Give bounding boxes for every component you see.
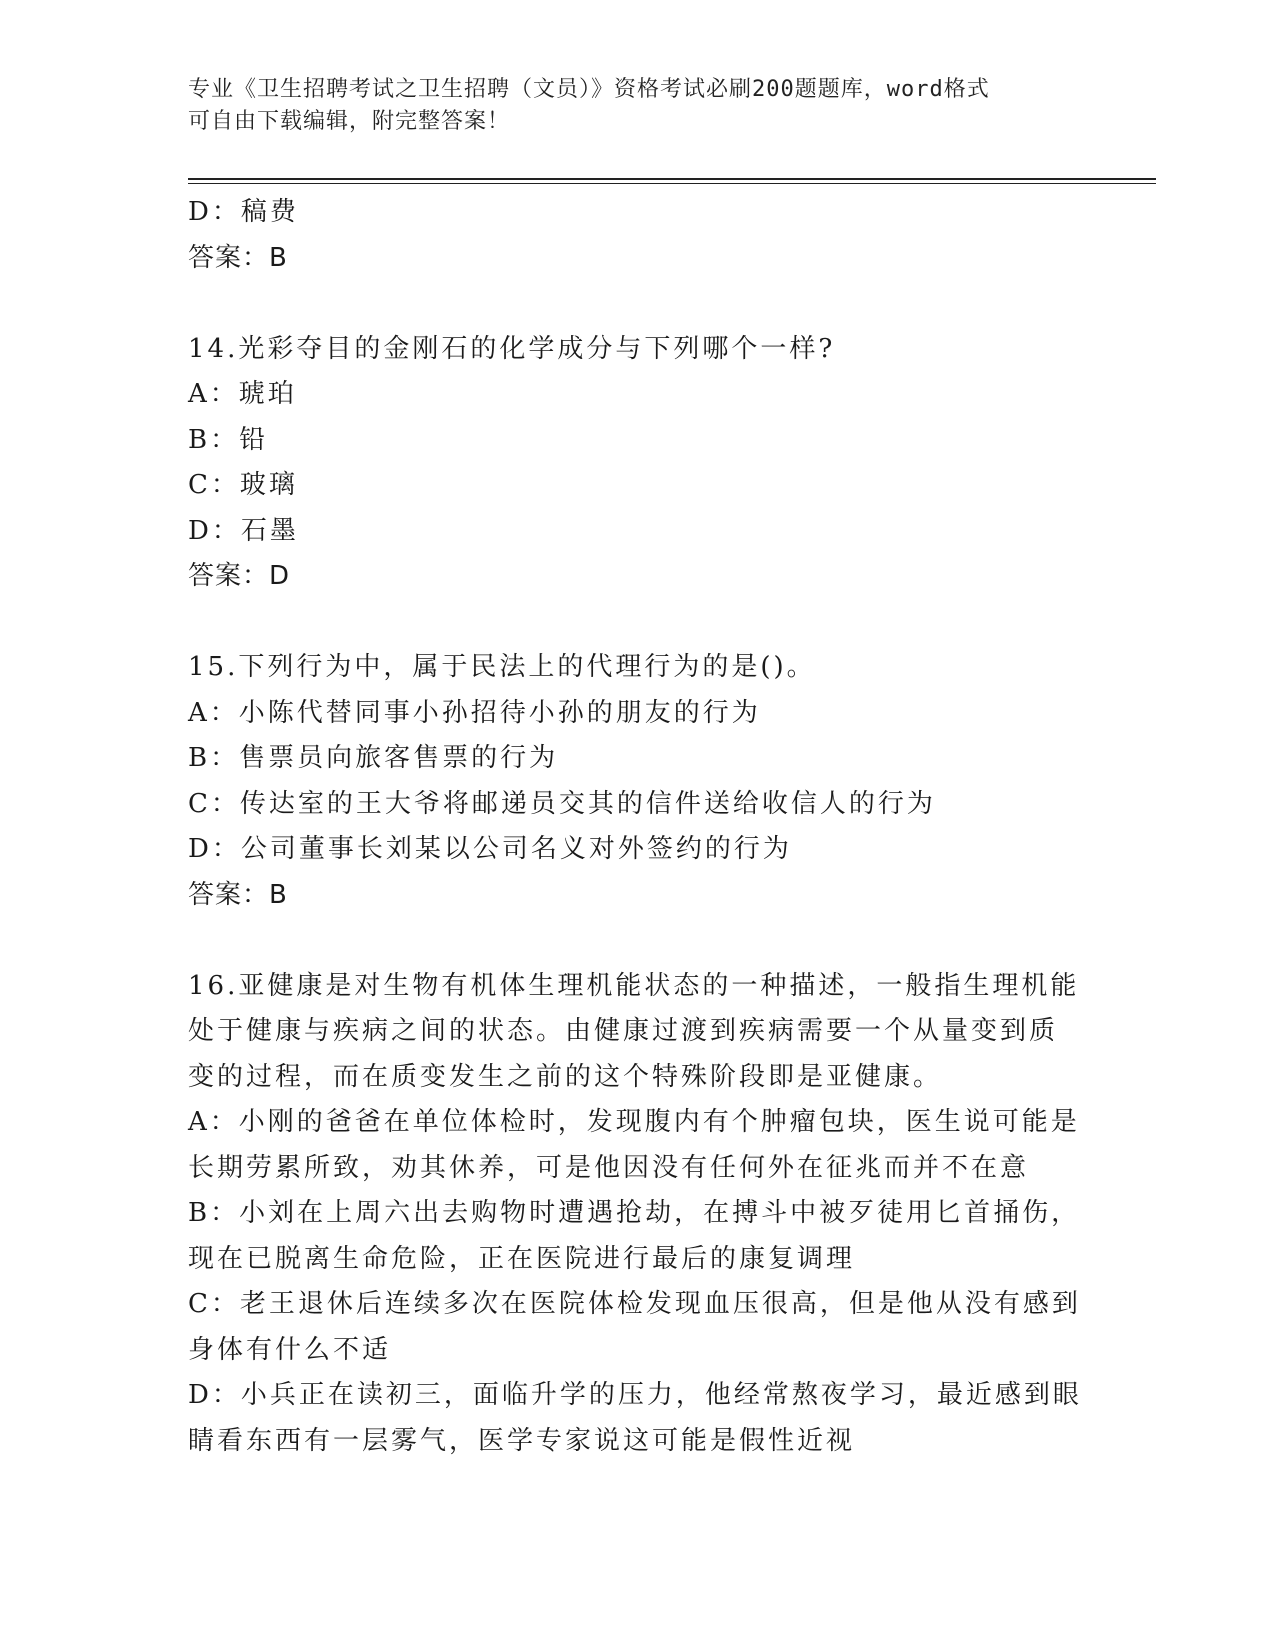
- option-d-line-1: D：小兵正在读初三，面临升学的压力，他经常熬夜学习，最近感到眼: [188, 1380, 1082, 1410]
- document-header: [188, 74, 1068, 138]
- question-text-line-2: 处于健康与疾病之间的状态。由健康过渡到疾病需要一个从量变到质: [188, 1016, 1059, 1046]
- option-d: D：石墨: [188, 515, 299, 546]
- option-c: C：玻璃: [188, 470, 298, 500]
- answer: 答案：D: [188, 561, 291, 591]
- option-b: B：售票员向旅客售票的行为: [188, 743, 559, 773]
- spacer: [188, 918, 1088, 964]
- question-text-line-3: 变的过程，而在质变发生之前的这个特殊阶段即是亚健康。: [188, 1061, 943, 1092]
- spacer: [188, 600, 1088, 646]
- option-b-line-1: B：小刘在上周六出去购物时遭遇抢劫，在搏斗中被歹徒用匕首捅伤，: [188, 1198, 1081, 1228]
- question-text-line-1: 16.亚健康是对生物有机体生理机能状态的一种描述，一般指生理机能: [188, 970, 1080, 1001]
- option-a: A：琥珀: [188, 379, 297, 409]
- option-a-line-1: A：小刚的爸爸在单位体检时，发现腹内有个肿瘤包块，医生说可能是: [188, 1107, 1080, 1137]
- option-d: D：稿费: [188, 197, 299, 227]
- question-15: [188, 645, 1088, 918]
- option-c-line-2: 身体有什么不适: [188, 1334, 392, 1365]
- option-b-line-2: 现在已脱离生命危险，正在医院进行最后的康复调理: [188, 1243, 856, 1274]
- spacer: [188, 281, 1088, 327]
- question-13: [188, 190, 1088, 281]
- header-line-1: 专业《卫生招聘考试之卫生招聘（文员）》资格考试必刷200题题库，word格式: [188, 77, 990, 102]
- option-c: C：传达室的王大爷将邮递员交其的信件送给收信人的行为: [188, 788, 936, 819]
- header-line-2: 可自由下载编辑，附完整答案！: [188, 109, 511, 134]
- option-d: D：公司董事长刘某以公司名义对外签约的行为: [188, 834, 792, 864]
- question-14: [188, 327, 1088, 600]
- question-text: 15.下列行为中，属于民法上的代理行为的是()。: [188, 652, 816, 682]
- answer: 答案：B: [188, 879, 288, 910]
- header-rule-thick: [188, 178, 1156, 180]
- option-b: B：铅: [188, 424, 269, 455]
- question-list: [188, 190, 1088, 1464]
- option-d-line-2: 睛看东西有一层雾气，医学专家说这可能是假性近视: [188, 1425, 856, 1456]
- option-c-line-1: C：老王退休后连续多次在医院体检发现血压很高，但是他从没有感到: [188, 1289, 1081, 1319]
- answer: 答案：B: [188, 242, 288, 273]
- question-text: 14.光彩夺目的金刚石的化学成分与下列哪个一样?: [188, 333, 836, 364]
- question-16: [188, 964, 1088, 1465]
- option-a: A：小陈代替同事小孙招待小孙的朋友的行为: [188, 697, 761, 728]
- header-rule-thin: [188, 183, 1156, 184]
- option-a-line-2: 长期劳累所致，劝其休养，可是他因没有任何外在征兆而并不在意: [188, 1152, 1030, 1183]
